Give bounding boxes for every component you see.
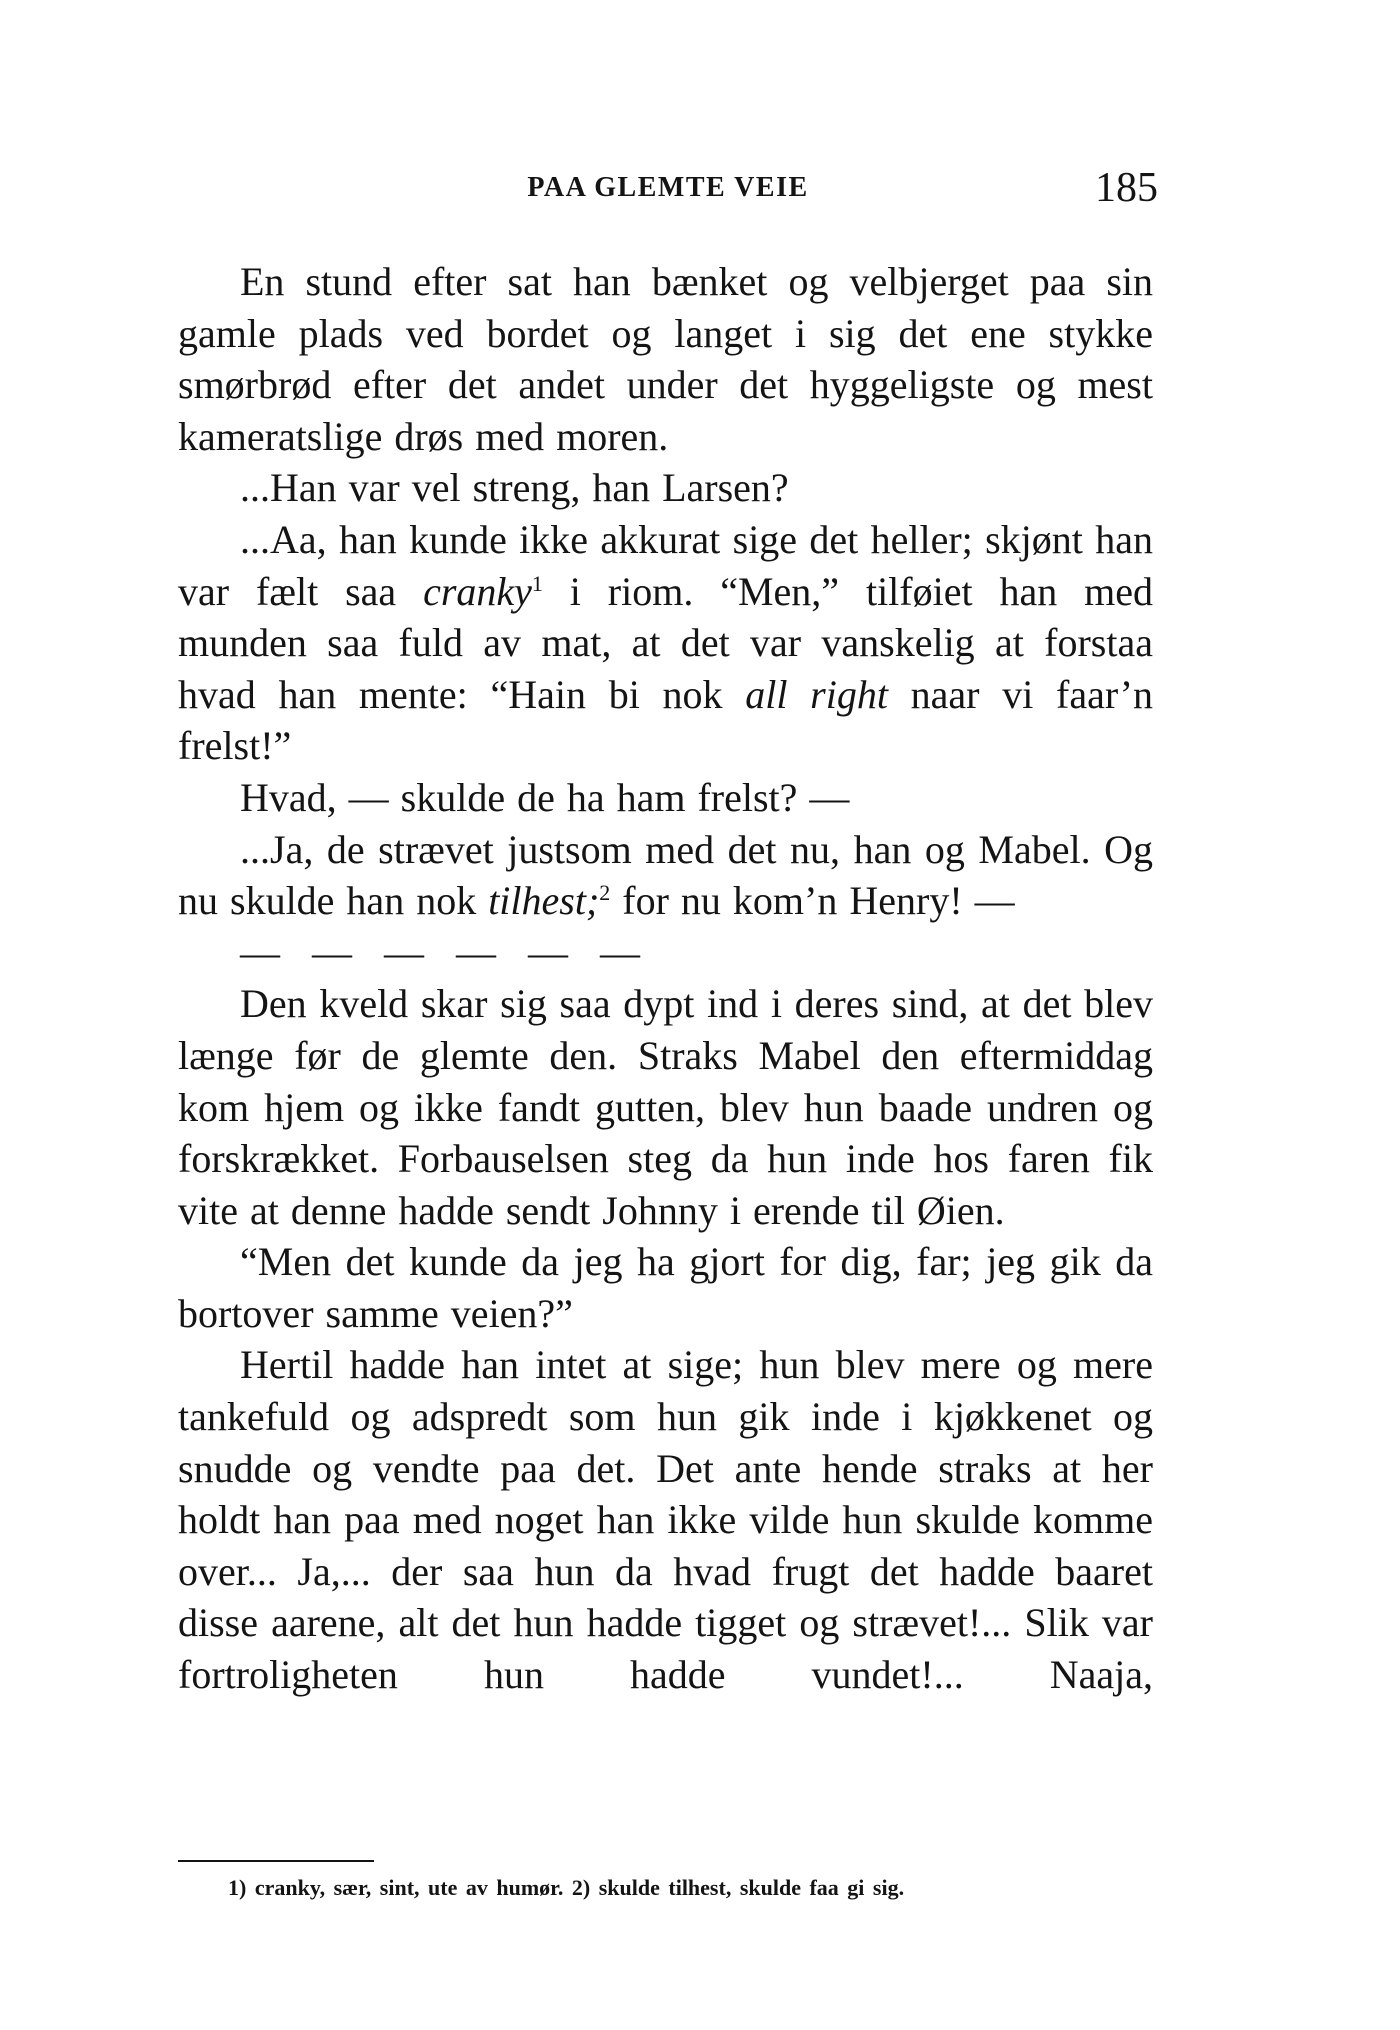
page-number: 185 <box>1095 165 1158 211</box>
paragraph-5 <box>178 824 1153 927</box>
paragraph-4: Hvad, — skulde de ha ham frelst? — <box>240 774 850 820</box>
paragraph-5-part-b: for nu kom’n Henry! — <box>610 878 1015 924</box>
paragraph-8: Hertil hadde han intet at sige; hun blev mere og mere tankefuld og adspredt som hun gik inde i kjøkkenet og snudde og vendte paa det. Det ante hende straks at her holdt han paa med noget han ikke vilde hun skulde komme over... Ja,... der saa hun da hvad frugt det hadde baaret disse aarene, alt det hun hadde tigget og strævet!... Slik var fortroligheten hun hadde vundet!... Naaja, <box>178 1342 1153 1698</box>
italic-phrase-all-right: all right <box>745 671 888 717</box>
paragraph-6: Den kveld skar sig saa dypt ind i deres sind, at det blev længe før de glemte den. Straks Mabel den eftermiddag kom hjem og ikke fandt gutten, blev hun baade undren og forskrækket. Forbauselsen steg da hun inde hos faren fik vite at denne hadde sendt Johnny i erende til Øien. <box>178 981 1153 1233</box>
footnotes: 1) cranky, sær, sint, ute av humør. 2) skulde tilhest, skulde faa gi sig. <box>228 1875 905 1900</box>
paragraph-3 <box>178 514 1153 772</box>
italic-word-tilhest: tilhest; <box>488 878 600 924</box>
italic-word-cranky: cranky <box>423 568 532 614</box>
paragraph-3-part-c: naar vi faar’n frelst!” <box>178 671 1153 769</box>
paragraph-5-part-a: ...Ja, de strævet justsom med det nu, han og Mabel. Og nu skulde han nok <box>178 826 1153 924</box>
paragraph-2: ...Han var vel streng, han Larsen? <box>240 465 789 511</box>
running-title: PAA GLEMTE VEIE <box>527 172 809 203</box>
footnote-marker-2: 2 <box>599 880 611 906</box>
paragraph-3-part-b: i riom. “Men,” tilføiet han med munden saa fuld av mat, at det var vanskelig at forstaa hvad han mente: “Hain bi nok <box>178 568 1154 717</box>
section-break-dashes: — — — — — — <box>240 929 650 975</box>
paragraph-7: “Men det kunde da jeg ha gjort for dig, far; jeg gik da bortover samme veien?” <box>178 1239 1153 1336</box>
footnote-rule <box>178 1860 374 1862</box>
paragraph-3-part-a: ...Aa, han kunde ikke akkurat sige det heller; skjønt han var fælt saa <box>178 516 1153 614</box>
running-head <box>178 165 1158 218</box>
footnote-marker-1: 1 <box>531 570 543 596</box>
body-text <box>178 256 1153 1701</box>
paragraph-1: En stund efter sat han bænket og velbjerget paa sin gamle plads ved bordet og langet i sig det ene stykke smørbrød efter det andet under det hyggeligste og mest kameratslige drøs med moren. <box>178 259 1153 459</box>
